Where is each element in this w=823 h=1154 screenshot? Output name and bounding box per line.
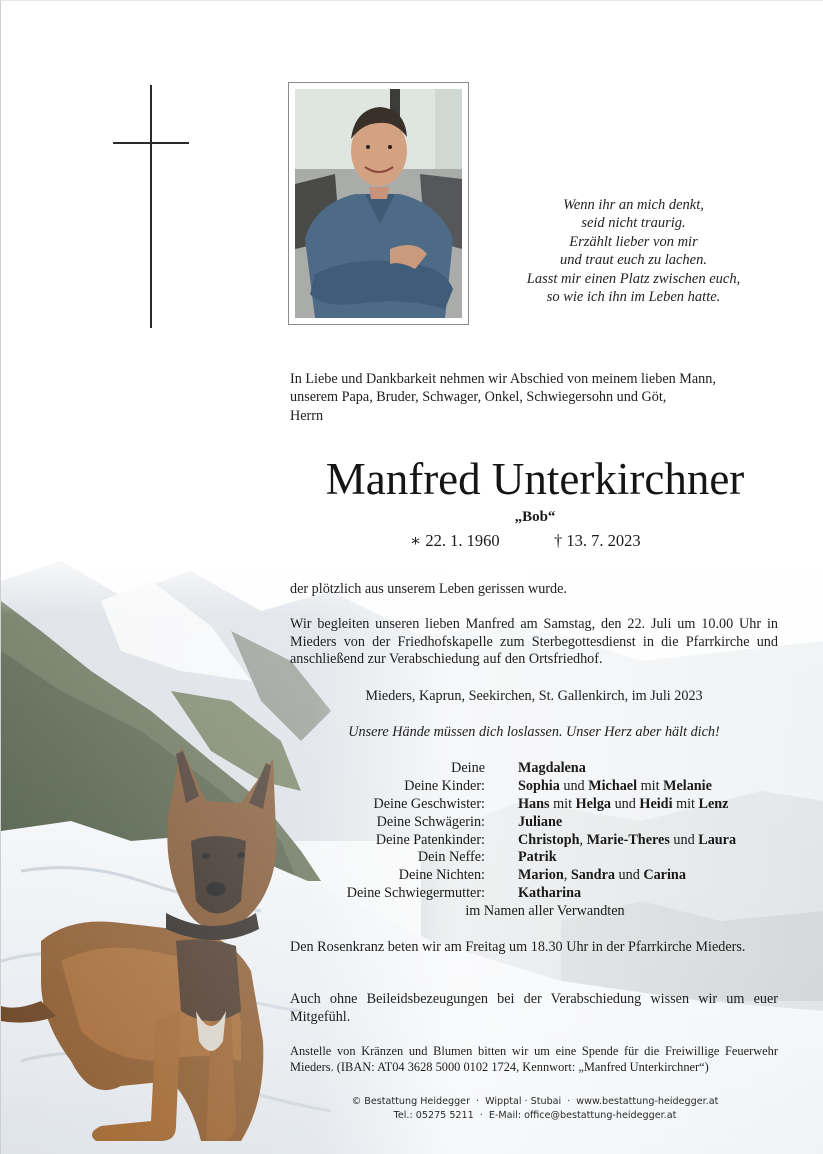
mourner-name: Sandra xyxy=(570,867,615,884)
cross-icon-bar xyxy=(113,142,189,144)
mourner-relation: Deine Patenkinder: xyxy=(375,831,485,848)
mourner-row xyxy=(290,885,780,903)
footer-region: Wipptal · Stubai xyxy=(485,1096,562,1107)
mourner-connector: mit xyxy=(637,777,664,794)
intro-line: unserem Papa, Bruder, Schwager, Onkel, Schwiegersohn und Göt, xyxy=(290,389,667,406)
mourner-name: Hans xyxy=(518,795,550,812)
motto-text: Unsere Hände müssen dich loslassen. Unser Herz aber hält dich! xyxy=(348,724,720,740)
mourner-connector: und xyxy=(669,831,699,848)
mourner-name: Magdalena xyxy=(518,760,586,776)
mourner-row xyxy=(290,796,780,814)
mourner-row xyxy=(290,760,780,778)
footer-copyright: © Bestattung Heidegger xyxy=(351,1096,471,1107)
intro-text xyxy=(290,370,780,425)
footer-website-link[interactable]: www.bestattung-heidegger.at xyxy=(576,1096,719,1107)
portrait-image xyxy=(295,89,462,318)
intro-line: In Liebe und Dankbarkeit nehmen wir Abschied von meinem lieben Mann, xyxy=(290,371,716,387)
mourner-row xyxy=(290,849,780,867)
footer-line-1: © Bestattung Heidegger · Wipptal · Stubai · www.bestattung-heidegger.at xyxy=(351,1096,719,1107)
mourner-connector: mit xyxy=(549,795,576,812)
mourner-names xyxy=(518,778,712,796)
footer-email-link[interactable]: E-Mail: office@bestattung-heidegger.at xyxy=(488,1110,677,1121)
mourner-name: Christoph xyxy=(518,831,580,848)
life-dates xyxy=(290,530,780,552)
funeral-home-footer xyxy=(290,1095,780,1123)
mourner-relation: Deine Nichten: xyxy=(398,867,485,884)
mourner-name: Heidi xyxy=(639,795,673,812)
mourners-footer: im Namen aller Verwandten xyxy=(465,903,625,920)
mourner-row xyxy=(290,778,780,796)
mourner-name: Sophia xyxy=(518,777,560,794)
poem-line: so wie ich ihn im Leben hatte. xyxy=(546,289,721,306)
poem-line: Erzählt lieber von mir xyxy=(569,233,698,250)
deceased-nickname: „Bob“ xyxy=(514,509,556,525)
footer-phone: Tel.: 05275 5211 xyxy=(393,1110,474,1121)
mourners-list xyxy=(290,760,780,921)
mourner-connector: , xyxy=(563,867,571,884)
portrait-photo xyxy=(288,82,469,325)
mourner-relation: Deine Schwiegermutter: xyxy=(346,885,485,902)
mourner-connector: und xyxy=(611,795,640,812)
deceased-name: Manfred Unterkirchner xyxy=(325,454,745,504)
mourner-name: Patrik xyxy=(518,849,557,866)
condolence-text: Auch ohne Beileidsbezeugungen bei der Verabschiedung wissen wir um euer Mitgefühl. xyxy=(290,991,778,1025)
poem-line: Lasst mir einen Platz zwischen euch, xyxy=(526,270,741,287)
mourner-relation: Dein Neffe: xyxy=(417,849,485,866)
mourner-relation: Deine xyxy=(451,760,485,776)
sudden-text: der plötzlich aus unserem Leben gerissen wurde. xyxy=(290,581,567,597)
mourner-names xyxy=(518,885,581,903)
poem-line: und traut euch zu lachen. xyxy=(560,252,707,269)
mourner-relation: Deine Kinder: xyxy=(404,777,485,794)
cross-icon xyxy=(150,85,152,328)
intro-line: Herrn xyxy=(290,407,324,424)
mourner-names xyxy=(518,832,736,850)
footer-line-2: Tel.: 05275 5211 · E-Mail: office@bestattung-heidegger.at xyxy=(393,1110,677,1121)
mourner-connector: mit xyxy=(672,795,699,812)
mourner-name: Melanie xyxy=(663,777,712,794)
mourner-relation: Deine Geschwister: xyxy=(373,795,485,812)
poem-line: seid nicht traurig. xyxy=(581,215,686,232)
poem-line: Wenn ihr an mich denkt, xyxy=(563,197,704,213)
mourner-row xyxy=(290,832,780,850)
donation-text: Anstelle von Kränzen und Blumen bitten wir um eine Spende für die Freiwillige Feuerwehr Mieders. (IBAN: AT04 3628 5000 0102 1724, Kennwort: „Manfred Unterkirchner“) xyxy=(290,1044,778,1075)
mourner-name: Katharina xyxy=(518,885,582,902)
mourner-relation: Deine Schwägerin: xyxy=(376,813,485,830)
mourner-connector: und xyxy=(559,777,589,794)
mourner-connector: und xyxy=(614,867,644,884)
mourner-row xyxy=(290,814,780,832)
mourner-names xyxy=(518,796,728,814)
mourner-name: Laura xyxy=(698,831,737,848)
mourner-name: Carina xyxy=(643,867,686,884)
death-date: † 13. 7. 2023 xyxy=(554,531,641,550)
mourner-connector: , xyxy=(579,831,587,848)
mourner-names xyxy=(518,760,586,778)
mourner-name: Marion xyxy=(518,867,564,884)
mourner-name: Juliane xyxy=(518,813,563,830)
mourner-name: Helga xyxy=(575,795,612,812)
mourner-names xyxy=(518,867,686,885)
mourner-name: Marie-Theres xyxy=(586,831,670,848)
mourner-name: Michael xyxy=(588,777,638,794)
birth-date: ∗ 22. 1. 1960 xyxy=(410,531,500,550)
mourner-names xyxy=(518,814,562,832)
places-date-text: Mieders, Kaprun, Seekirchen, St. Gallenkirch, im Juli 2023 xyxy=(365,688,703,704)
poem xyxy=(491,196,776,306)
mourner-name: Lenz xyxy=(698,795,729,812)
mourner-row xyxy=(290,867,780,885)
mourner-names xyxy=(518,849,557,867)
rosary-text: Den Rosenkranz beten wir am Freitag um 18.30 Uhr in der Pfarrkirche Mieders. xyxy=(290,939,746,955)
service-text: Wir begleiten unseren lieben Manfred am Samstag, den 22. Juli um 10.00 Uhr in Mieders von der Friedhofskapelle zum Sterbegottesdienst in die Pfarrkirche und anschließend zur Verabschiedung auf den Ortsfriedhof. xyxy=(290,616,778,668)
